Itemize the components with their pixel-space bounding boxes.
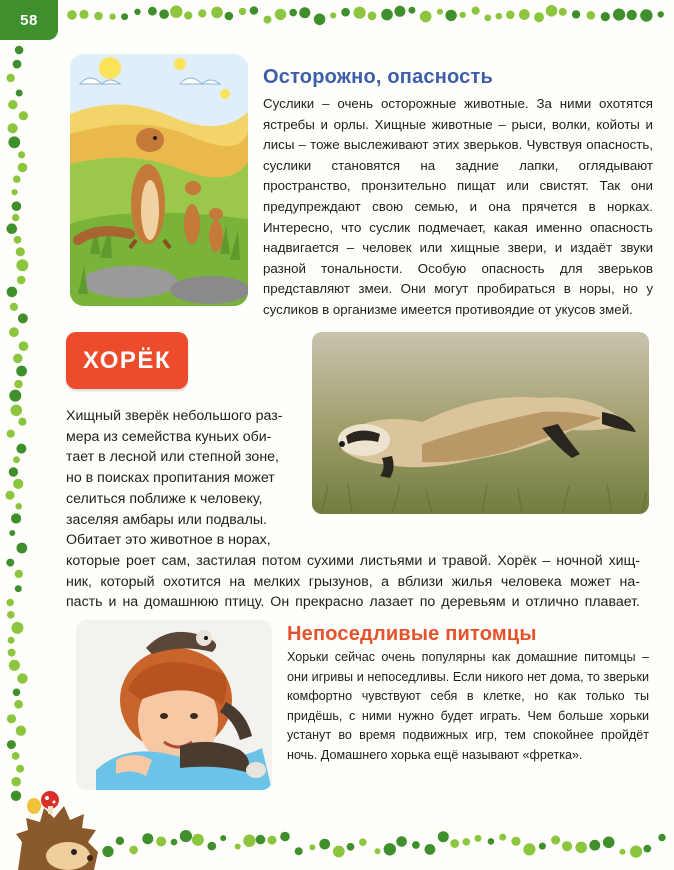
ferret-line: мера из семейства куньих оби- (66, 428, 272, 445)
ferret-badge: ХОРЁК (66, 332, 188, 389)
hedgehog-icon (8, 790, 108, 870)
danger-paragraph: Суслики – очень осторожные животные. За ними охотятся ястребы и орлы. Хищные животные – рыси, волки, койоты и лисы – тоже выслеживают этих зверьков. Чувствуя опасность, суслики становятся на задние лапки, оглядывают пространство, пронзительно пищат или свистят. Так они предупреждают свою семью, и она прячется в норках. Интересно, что суслик подмечает, какая именно опасность надвигается – человек или хищные звери, и издаёт звуки разной тональности. Особую опасность для зверьков представляют змеи. Они могут пробираться в норы, но у сусликов в организме имеется противоядие от укусов змей. (263, 96, 653, 317)
ferret-line: Хищный зверёк небольшого раз- (66, 408, 283, 424)
ferret-line: Обитает это животное в норах, (66, 532, 271, 549)
ferret-line: ник, который охотится на мелких грызунов, а вблизи жилья человека может на- (66, 573, 640, 590)
boy-with-ferrets-photo (76, 620, 272, 790)
pets-heading: Непоседливые питомцы (287, 623, 537, 645)
ferret-line: но в поисках пропитания может (66, 470, 275, 487)
ferret-line: селиться поближе к человеку, (66, 490, 263, 507)
ferret-line: тает в лесной или степной зоне, (66, 449, 279, 466)
gophers-illustration (70, 54, 248, 306)
page-number: 58 (0, 0, 58, 40)
ferret-line: заселяя амбары или подвалы. (66, 511, 267, 528)
ferret-line: которые роет сам, застилая потом сухими листьями и травой. Хорёк – ночной хищ- (66, 552, 640, 569)
ferret-paragraph (66, 406, 646, 613)
danger-heading: Осторожно, опасность (263, 66, 493, 88)
pets-paragraph: Хорьки сейчас очень популярны как домашние питомцы – они игривы и непоседливы. Если никого нет дома, то зверьки комфортно чувствуют себя в клетке, но как только ты придёшь, с ними нужно будет играть. Чем больше хорьки устанут во время подвижных игр, тем спокойнее пройдёт ночь. Домашнего хорька ещё называют «фретка». (287, 650, 649, 762)
ferret-line: пасть и на домашнюю птицу. Он прекрасно лазает по деревьям и отлично плавает. (66, 594, 640, 611)
